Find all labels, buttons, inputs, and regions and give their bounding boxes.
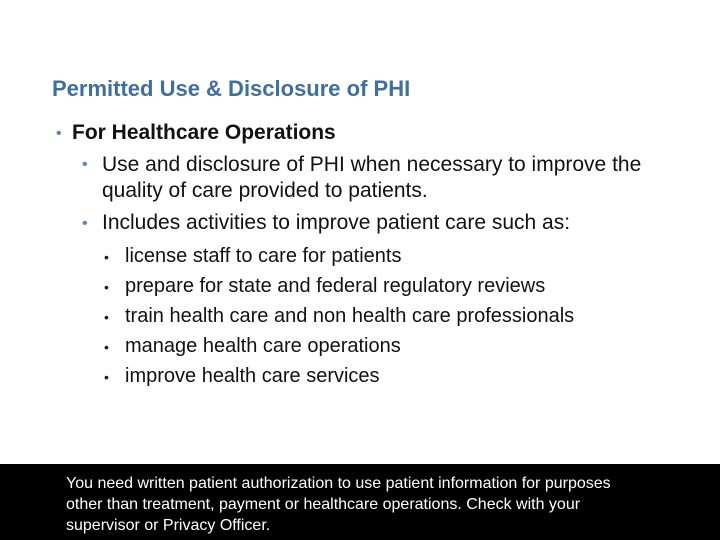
bullet-text: improve health care services bbox=[125, 365, 380, 387]
slide-title: Permitted Use & Disclosure of PHI bbox=[52, 76, 411, 101]
bullet-marker: • bbox=[104, 279, 109, 295]
bullet-text: Use and disclosure of PHI when necessary to improve the quality of care provided to patients. bbox=[102, 153, 642, 202]
bullet-marker: • bbox=[104, 309, 109, 325]
bullet-text: manage health care operations bbox=[125, 335, 401, 357]
bullet-marker: • bbox=[82, 156, 88, 173]
bullet-text: Includes activities to improve patient care such as: bbox=[102, 211, 571, 234]
bullet-marker: • bbox=[104, 249, 109, 265]
bullet-text: prepare for state and federal regulatory reviews bbox=[125, 275, 546, 297]
bullet-level1 bbox=[56, 121, 336, 145]
bullet-text: For Healthcare Operations bbox=[72, 121, 336, 144]
bullet-text: train health care and non health care professionals bbox=[125, 305, 575, 327]
bullet-text: license staff to care for patients bbox=[125, 245, 402, 267]
bullet-marker: • bbox=[82, 215, 88, 232]
bullet-marker: • bbox=[104, 369, 109, 385]
bullet-marker: • bbox=[56, 125, 62, 142]
bullet-level2 bbox=[82, 152, 642, 208]
footer-banner bbox=[0, 464, 720, 540]
footer-notice: You need written patient authorization to use patient information for purposes other than treatment, payment or healthcare operations. Check with your supervisor or Privacy Officer. bbox=[66, 475, 611, 534]
bullet-marker: • bbox=[104, 339, 109, 355]
